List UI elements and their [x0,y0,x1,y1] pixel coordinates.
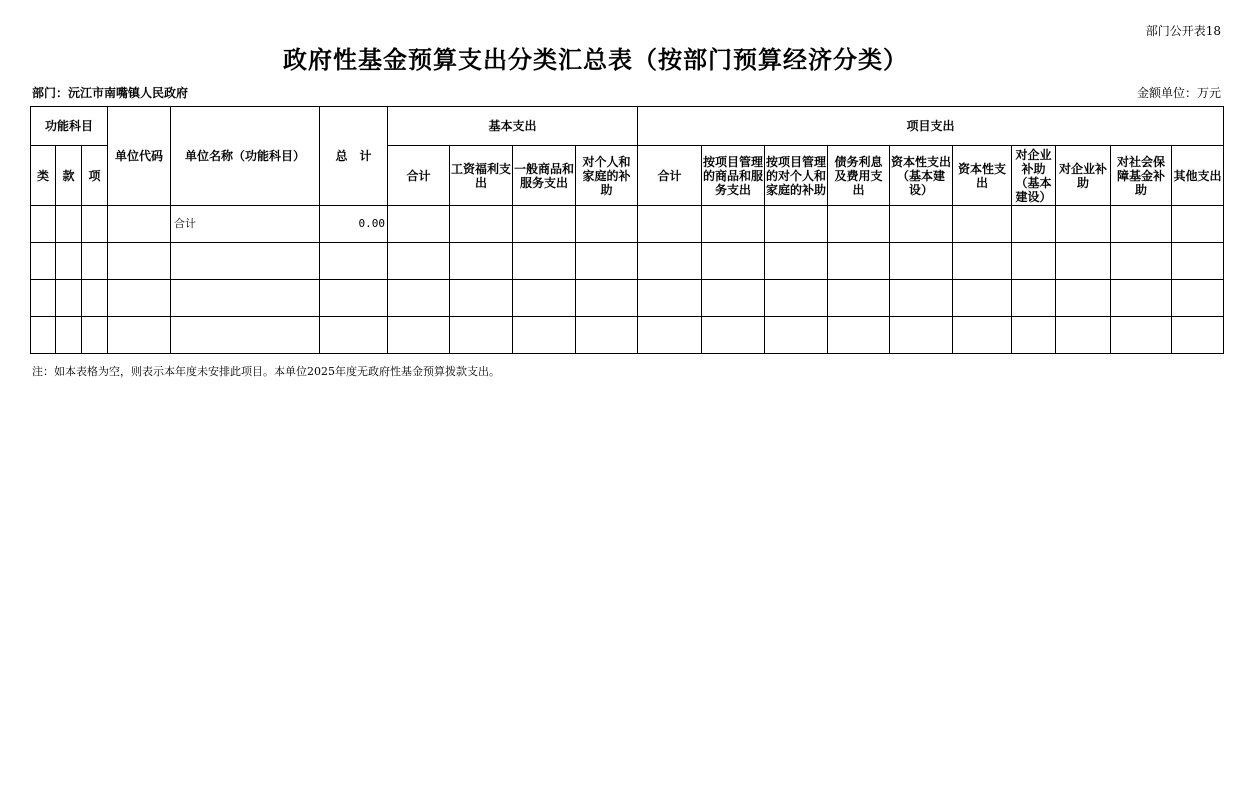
cell [1111,317,1172,354]
cell [890,317,953,354]
cell [388,317,450,354]
cell-total [320,280,388,317]
cell [576,206,638,243]
cell [1111,243,1172,280]
cell [513,243,576,280]
form-number: 部门公开表18 [1145,24,1221,38]
cell-code [108,243,171,280]
cell [638,206,702,243]
cell [388,206,450,243]
cell [953,243,1012,280]
cell [513,317,576,354]
cell [702,206,765,243]
cell-lei [31,206,56,243]
cell [450,206,513,243]
cell-xiang [82,243,108,280]
cell [828,243,890,280]
cell [828,317,890,354]
header-func-subject: 功能科目 [31,107,108,146]
header-project-total: 合计 [638,146,702,206]
amount-unit-label: 金额单位：万元 [1136,86,1221,100]
cell [388,280,450,317]
table-row [31,317,1224,354]
cell [702,317,765,354]
cell [1056,317,1111,354]
cell [953,206,1012,243]
header-project-expenditure: 项目支出 [638,107,1224,146]
cell [513,206,576,243]
cell [638,317,702,354]
header-kuan: 款 [56,146,82,206]
header-project-enterprise-construction: 对企业补助（基本建设） [1012,146,1056,206]
header-project-personal-subsidy: 按项目管理的对个人和家庭的补助 [765,146,828,206]
cell-code [108,317,171,354]
cell [450,243,513,280]
cell [1111,206,1172,243]
cell-total [320,243,388,280]
cell-name [171,280,320,317]
header-project-debt-interest: 债务利息及费用支出 [828,146,890,206]
header-project-capital: 资本性支出 [953,146,1012,206]
cell [765,317,828,354]
header-project-goods-services: 按项目管理的商品和服务支出 [702,146,765,206]
cell [638,243,702,280]
cell [1056,280,1111,317]
cell [450,280,513,317]
cell [576,317,638,354]
cell-kuan [56,280,82,317]
cell [513,280,576,317]
cell-total: 0.00 [320,206,388,243]
cell-lei [31,280,56,317]
cell [702,243,765,280]
cell [1172,243,1224,280]
cell [953,317,1012,354]
budget-table [30,106,1224,354]
department-label: 部门：沅江市南嘴镇人民政府 [32,86,189,100]
cell [1056,243,1111,280]
cell-kuan [56,317,82,354]
cell [1012,317,1056,354]
cell [1056,206,1111,243]
cell [765,243,828,280]
cell-xiang [82,280,108,317]
cell [388,243,450,280]
cell [828,206,890,243]
cell-kuan [56,206,82,243]
header-project-social-security: 对社会保障基金补助 [1111,146,1172,206]
cell-kuan [56,243,82,280]
cell [953,280,1012,317]
cell-name [171,243,320,280]
cell-xiang [82,317,108,354]
cell-lei [31,317,56,354]
cell [1172,280,1224,317]
header-unit-code: 单位代码 [108,107,171,206]
cell [576,280,638,317]
cell [1012,243,1056,280]
cell-total [320,317,388,354]
cell [765,206,828,243]
header-basic-total: 合计 [388,146,450,206]
cell [890,243,953,280]
header-project-enterprise-subsidy: 对企业补助 [1056,146,1111,206]
cell [576,243,638,280]
cell [702,280,765,317]
page-title: 政府性基金预算支出分类汇总表（按部门预算经济分类） [283,45,908,74]
header-project-other: 其他支出 [1172,146,1224,206]
table-row [31,206,1224,243]
cell-name [171,317,320,354]
cell-lei [31,243,56,280]
cell [765,280,828,317]
cell [1012,280,1056,317]
footnote: 注：如本表格为空，则表示本年度未安排此项目。本单位2025年度无政府性基金预算拨款支出。 [32,365,500,378]
cell [1172,317,1224,354]
cell [1111,280,1172,317]
cell [828,280,890,317]
cell [1012,206,1056,243]
cell [450,317,513,354]
cell [638,280,702,317]
cell [890,206,953,243]
cell-name: 合计 [171,206,320,243]
header-lei: 类 [31,146,56,206]
cell-code [108,280,171,317]
header-basic-expenditure: 基本支出 [388,107,638,146]
header-basic-goods-services: 一般商品和服务支出 [513,146,576,206]
cell [1172,206,1224,243]
header-project-capital-construction: 资本性支出（基本建设） [890,146,953,206]
header-total: 总 计 [320,107,388,206]
header-unit-name: 单位名称（功能科目） [171,107,320,206]
table-row [31,280,1224,317]
cell-code [108,206,171,243]
header-basic-salary: 工资福利支出 [450,146,513,206]
cell-xiang [82,206,108,243]
table-row [31,243,1224,280]
header-basic-personal-subsidy: 对个人和家庭的补助 [576,146,638,206]
cell [890,280,953,317]
header-xiang: 项 [82,146,108,206]
